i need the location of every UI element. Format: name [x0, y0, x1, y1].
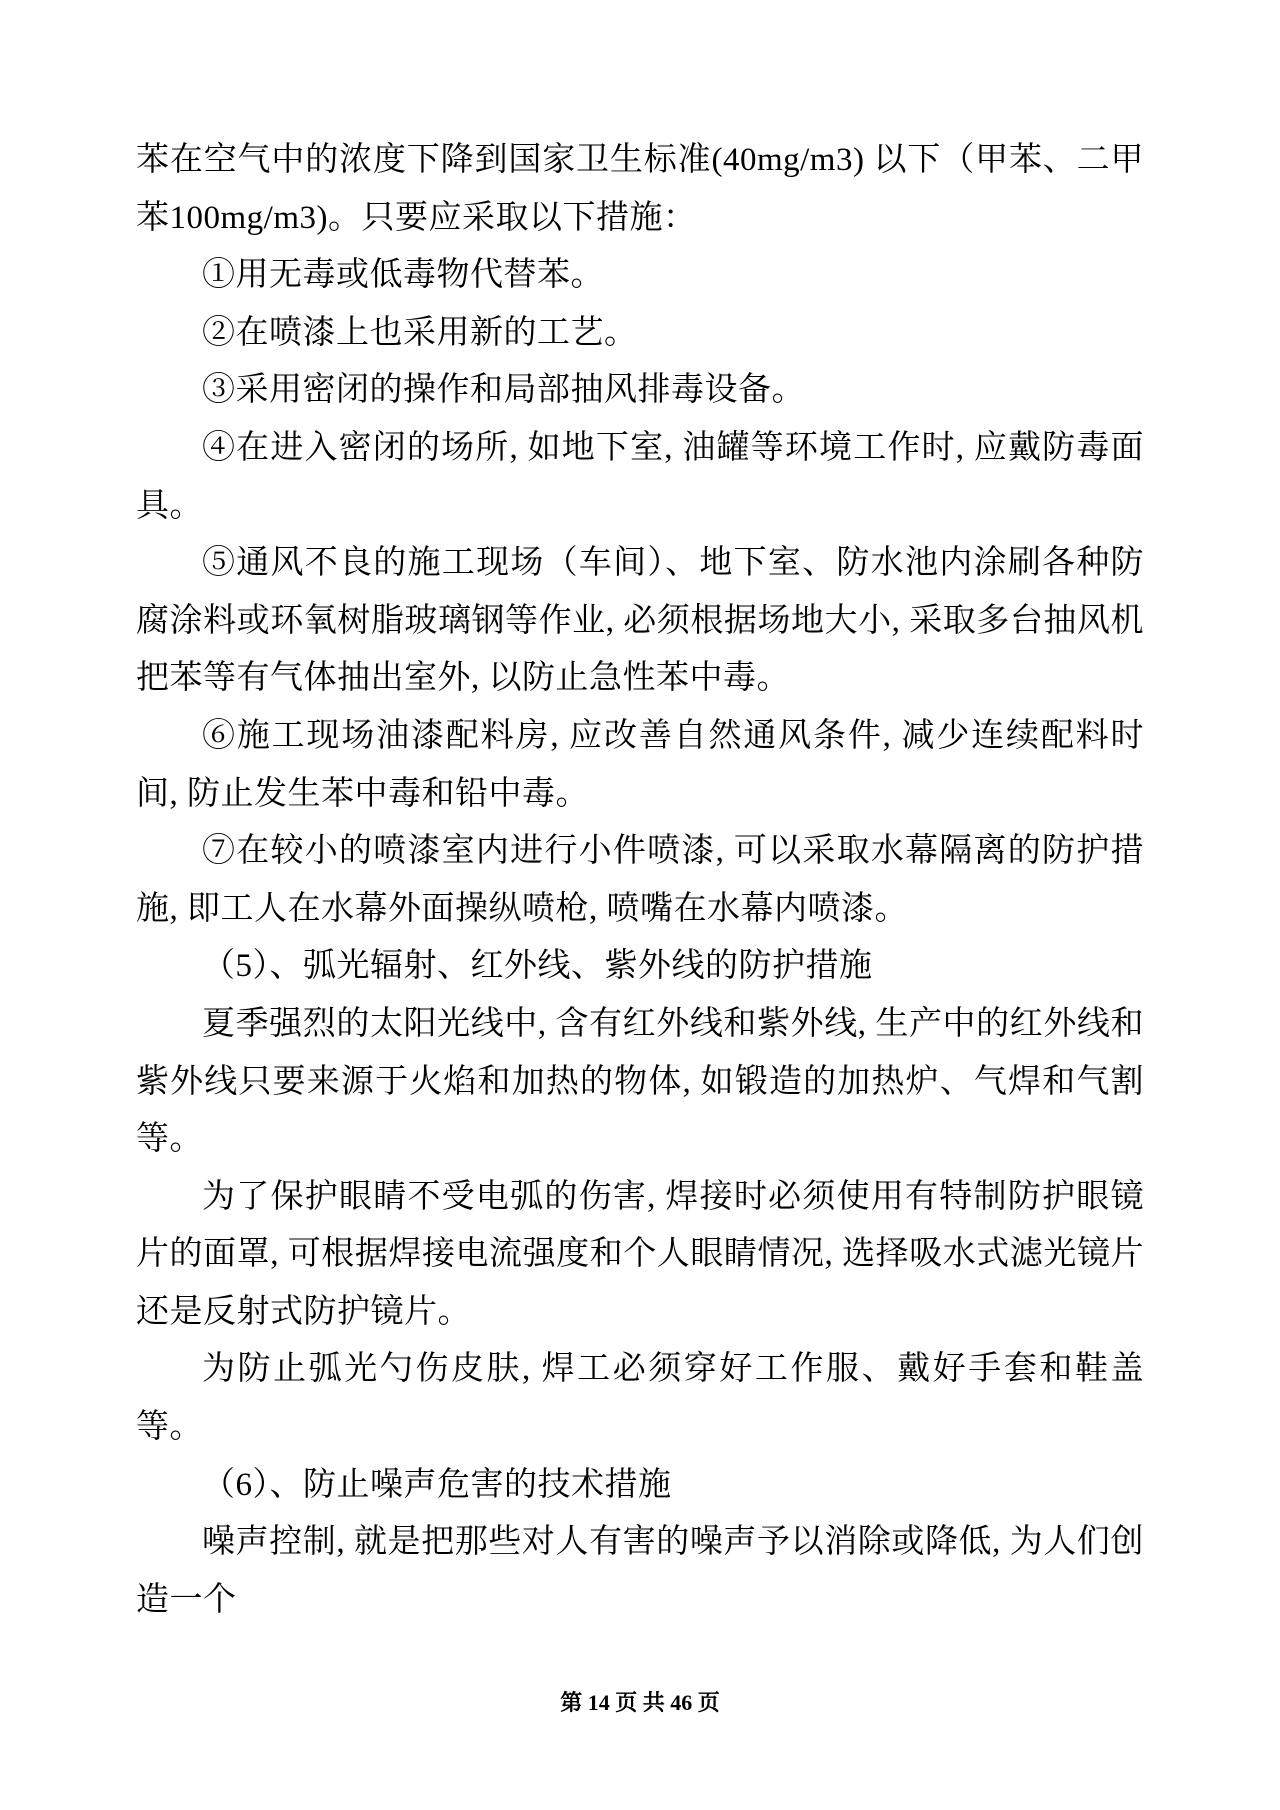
section-heading-6: （6）、防止噪声危害的技术措施 — [202, 1466, 672, 1503]
document-paragraph: ⑤通风不良的施工现场（车间）、地下室、防水池内涂刷各种防腐涂料或环氧树脂玻璃钢等作业, 必须根据场地大小, 采取多台抽风机把苯等有气体抽出室外, 以防止急性苯中毒。 — [136, 545, 1144, 697]
document-paragraph: 为防止弧光勺伤皮肤, 焊工必须穿好工作服、戴好手套和鞋盖等。 — [136, 1351, 1144, 1446]
document-paragraph: ①用无毒或低毒物代替苯。 — [202, 257, 604, 294]
document-paragraph: 噪声控制, 就是把那些对人有害的噪声予以消除或降低, 为人们创造一个 — [136, 1524, 1144, 1618]
document-paragraph: ③采用密闭的操作和局部抽风排毒设备。 — [202, 372, 805, 409]
document-paragraph: ⑥施工现场油漆配料房, 应改善自然通风条件, 减少连续配料时间, 防止发生苯中毒和铅中毒。 — [136, 717, 1144, 812]
document-paragraph: 苯在空气中的浓度下降到国家卫生标准(40mg/m3) 以下（甲苯、二甲苯100mg/m3)。只要应采取以下措施： — [136, 142, 1144, 236]
document-paragraph: ⑦在较小的喷漆室内进行小件喷漆, 可以采取水幕隔离的防护措施, 即工人在水幕外面操纵喷枪, 喷嘴在水幕内喷漆。 — [136, 833, 1144, 927]
document-paragraph: ④在进入密闭的场所, 如地下室, 油罐等环境工作时, 应戴防毒面具。 — [136, 429, 1144, 524]
document-paragraph: 夏季强烈的太阳光线中, 含有红外线和紫外线, 生产中的红外线和紫外线只要来源于火焰和加热的物体, 如锻造的加热炉、气焊和气割等。 — [136, 1005, 1144, 1158]
document-paragraph: 为了保护眼睛不受电弧的伤害, 焊接时必须使用有特制防护眼镜片的面罩, 可根据焊接电流强度和个人眼睛情况, 选择吸水式滤光镜片还是反射式防护镜片。 — [136, 1178, 1144, 1330]
document-paragraph: ②在喷漆上也采用新的工艺。 — [202, 314, 638, 351]
page-number-text: 第 14 页 共 46 页 — [560, 1690, 720, 1715]
section-heading-5: （5）、弧光辐射、红外线、紫外线的防护措施 — [202, 948, 873, 985]
page-footer — [0, 1686, 1280, 1717]
document-body — [136, 132, 1144, 1629]
